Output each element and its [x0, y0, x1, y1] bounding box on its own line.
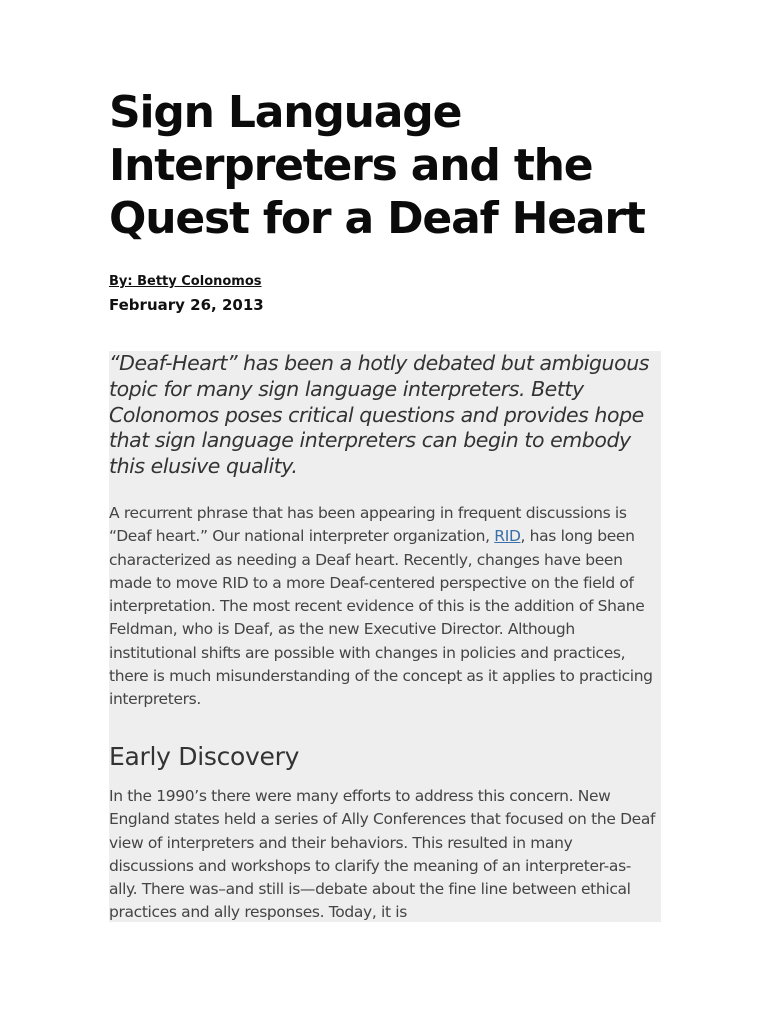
author-byline[interactable]: By: Betty Colonomos — [109, 274, 262, 289]
paragraph-1-text-end: , has long been characterized as needing a Deaf heart. Recently, changes have been made to move RID to a more Deaf-centered perspective on the field of interpretation. The most recent evidence of this is the addition of Shane Feldman, who is Deaf, as the new Executive Director. Although institutional shifts are possible with changes in policies and practices, there is much misunderstanding of the concept as it applies to practicing interpreters. — [109, 527, 653, 709]
section-heading-early-discovery: Early Discovery — [109, 742, 300, 771]
body-paragraph-2: In the 1990’s there were many efforts to address this concern. New England states held a series of Ally Conferences that focused on the Deaf view of interpreters and their behaviors. This resulted in many discussions and workshops to clarify the meaning of an interpreter-as-ally. There was–and still is—debate about the fine line between ethical practices and ally responses. Today, it is — [109, 787, 656, 922]
body-paragraph-1 — [109, 502, 657, 712]
publish-date: February 26, 2013 — [109, 296, 264, 314]
article-lede: “Deaf-Heart” has been a hotly debated but ambiguous topic for many sign language interpreters. Betty Colonomos poses critical questions and provides hope that sign language interpreters can begin to embody this elusive quality. — [109, 351, 649, 479]
paragraph-1-text-start: A recurrent phrase that has been appearing in frequent discussions is “Deaf heart.” Our national interpreter organization, — [109, 504, 627, 546]
article-title: Sign Language Interpreters and the Quest for a Deaf Heart — [109, 87, 645, 244]
article-body-panel — [109, 351, 661, 922]
rid-link[interactable]: RID — [494, 527, 521, 546]
